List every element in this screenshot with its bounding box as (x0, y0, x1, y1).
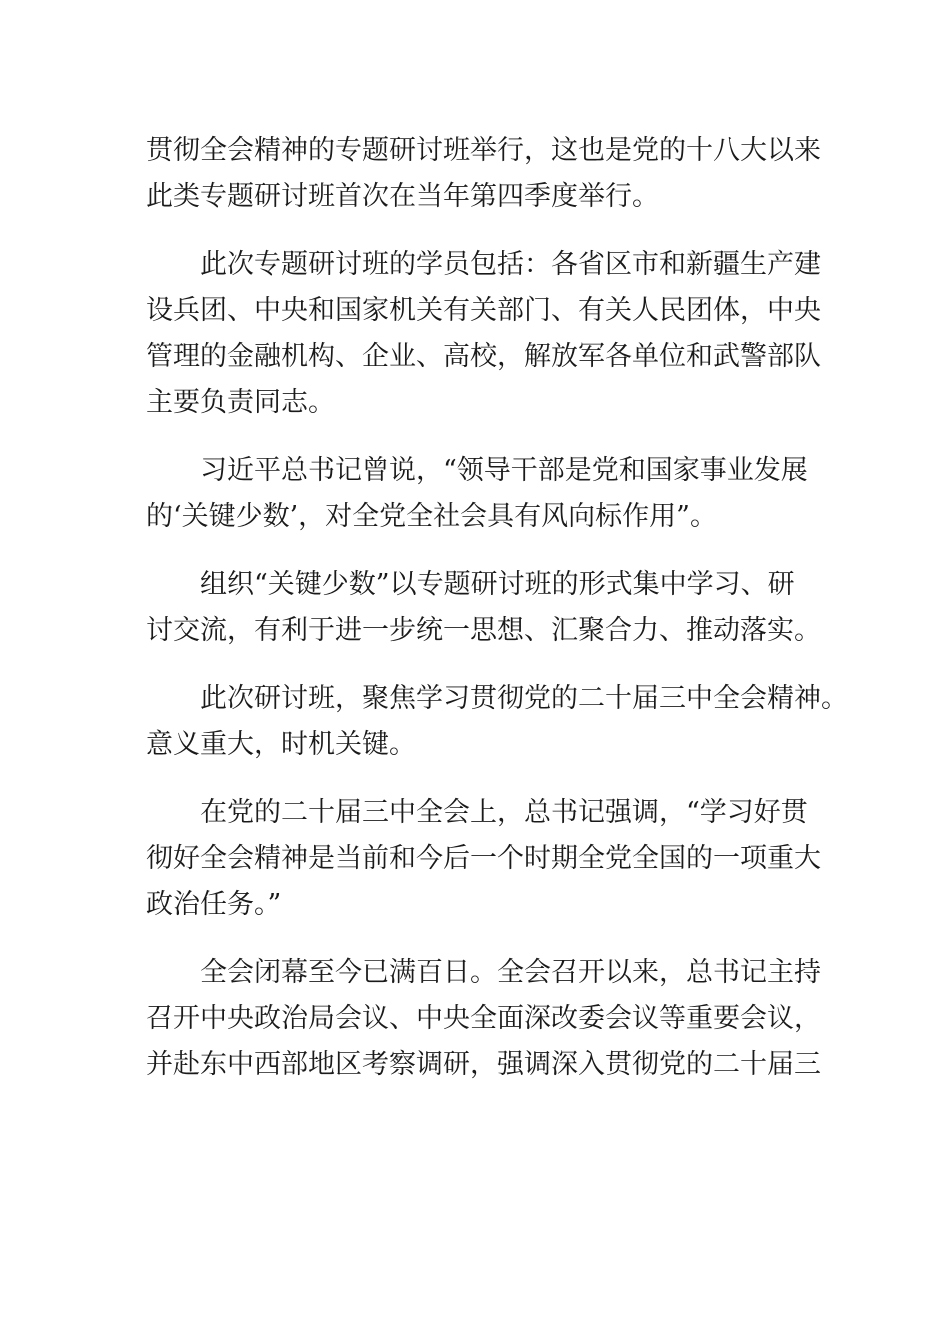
paragraph-7 (146, 950, 821, 1088)
text-line: 召开中央政治局会议、中央全面深改委会议等重要会议， (146, 1003, 821, 1034)
document-body (146, 128, 848, 1110)
text-line: 主要负责同志。 (146, 387, 335, 418)
paragraph-2 (146, 242, 821, 426)
text-line: 管理的金融机构、企业、高校，解放军各单位和武警部队 (146, 341, 821, 372)
paragraph-6 (146, 790, 821, 928)
paragraph-4 (146, 562, 821, 654)
paragraph-3 (146, 448, 806, 540)
text-line: 讨交流，有利于进一步统一思想、汇聚合力、推动落实。 (146, 615, 821, 646)
text-line: 在党的二十届三中全会上，总书记强调，“学习好贯 (200, 797, 808, 828)
text-line: 设兵团、中央和国家机关有关部门、有关人民团体，中央 (146, 295, 821, 326)
text-line: 习近平总书记曾说，“领导干部是党和国家事业发展 (200, 455, 808, 486)
text-line: 并赴东中西部地区考察调研，强调深入贯彻党的二十届三 (146, 1049, 821, 1080)
text-line: 意义重大，时机关键。 (146, 729, 416, 760)
paragraph-1 (146, 128, 821, 220)
text-line: 此类专题研讨班首次在当年第四季度举行。 (146, 181, 659, 212)
text-line: 的‘关键少数’，对全党全社会具有风向标作用”。 (146, 501, 717, 532)
text-line: 此次专题研讨班的学员包括：各省区市和新疆生产建 (200, 249, 821, 280)
text-line: 全会闭幕至今已满百日。全会召开以来，总书记主持 (200, 957, 821, 988)
text-line: 组织“关键少数”以专题研讨班的形式集中学习、研 (200, 569, 795, 600)
paragraph-5 (146, 676, 848, 768)
text-line: 彻好全会精神是当前和今后一个时期全党全国的一项重大 (146, 843, 821, 874)
text-line: 政治任务。” (146, 889, 282, 920)
text-line: 贯彻全会精神的专题研讨班举行，这也是党的十八大以来 (146, 135, 821, 166)
text-line: 此次研讨班，聚焦学习贯彻党的二十届三中全会精神。 (200, 683, 848, 714)
